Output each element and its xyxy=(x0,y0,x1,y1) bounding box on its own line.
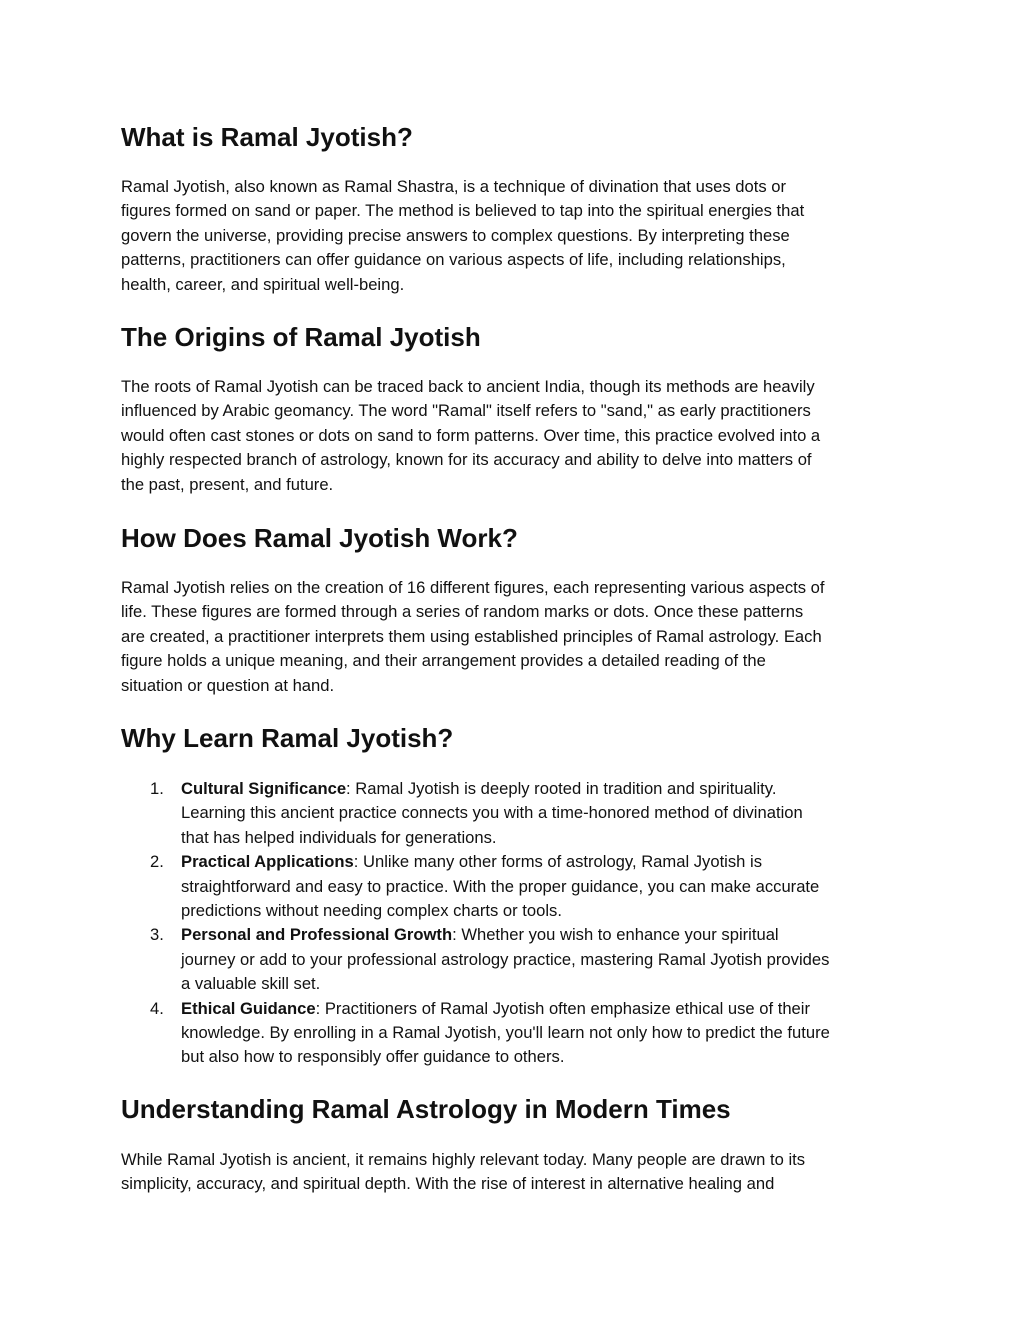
text-line: situation or question at hand. xyxy=(121,675,335,695)
text-line: patterns, practitioners can offer guidance on various aspects of life, including relationships, xyxy=(121,250,786,270)
text-line: are created, a practitioner interprets them using established principles of Ramal astrology. Each xyxy=(121,626,822,646)
section-paragraph xyxy=(121,576,906,698)
text-line: figures formed on sand or paper. The method is believed to tap into the spiritual energies that xyxy=(121,201,805,221)
text-line: Ramal Jyotish, also known as Ramal Shastra, is a technique of divination that uses dots or xyxy=(121,177,787,196)
text-line: Ramal Jyotish relies on the creation of 16 different figures, each representing various aspects of xyxy=(121,578,825,597)
section-heading: Why Learn Ramal Jyotish? xyxy=(121,723,454,753)
list-item-text: : Whether you wish to enhance your spiritual xyxy=(452,925,779,945)
text-line: simplicity, accuracy, and spiritual depth. With the rise of interest in alternative healing and xyxy=(121,1174,775,1194)
list-item-text: : Ramal Jyotish is deeply rooted in tradition and spirituality. xyxy=(346,779,777,798)
text-line: figure holds a unique meaning, and their arrangement provides a detailed reading of the xyxy=(121,651,766,671)
list-number: 4. xyxy=(150,998,164,1018)
text-line: predictions without needing complex charts or tools. xyxy=(181,901,562,921)
text-line: life. These figures are formed through a series of random marks or dots. Once these patterns xyxy=(121,602,804,622)
text-line: highly respected branch of astrology, known for its accuracy and ability to delve into matters of xyxy=(121,450,812,470)
list-item xyxy=(121,997,906,1070)
list-number: 2. xyxy=(150,852,164,872)
text-line: but also how to responsibly offer guidance to others. xyxy=(181,1047,565,1067)
text-line: govern the universe, providing precise answers to complex questions. By interpreting these xyxy=(121,225,790,245)
section-paragraph xyxy=(121,375,906,497)
text-line: Learning this ancient practice connects you with a time-honored method of divination xyxy=(181,803,803,823)
section-heading: Understanding Ramal Astrology in Modern Times xyxy=(121,1094,731,1124)
numbered-list xyxy=(121,777,906,1070)
list-item xyxy=(121,850,906,923)
text-line: the past, present, and future. xyxy=(121,474,334,494)
text-line: that has helped individuals for generations. xyxy=(181,827,497,847)
section-heading: The Origins of Ramal Jyotish xyxy=(121,322,481,352)
list-item-text: : Practitioners of Ramal Jyotish often emphasize ethical use of their xyxy=(315,998,811,1018)
text-line: straightforward and easy to practice. With the proper guidance, you can make accurate xyxy=(181,876,820,896)
text-line: a valuable skill set. xyxy=(181,974,321,994)
list-item-title: Cultural Significance xyxy=(181,779,347,798)
text-line: would often cast stones or dots on sand to form patterns. Over time, this practice evolved into a xyxy=(121,425,821,445)
text-line: The roots of Ramal Jyotish can be traced back to ancient India, though its methods are heavily xyxy=(121,377,815,396)
text-line: journey or add to your professional astrology practice, mastering Ramal Jyotish provides xyxy=(181,949,830,969)
list-item xyxy=(121,923,906,996)
section-heading: What is Ramal Jyotish? xyxy=(121,122,413,152)
list-item-text: : Unlike many other forms of astrology, Ramal Jyotish is xyxy=(353,852,762,872)
text-line: health, career, and spiritual well-being. xyxy=(121,274,405,294)
list-item-title: Practical Applications xyxy=(181,852,354,872)
list-item-title: Personal and Professional Growth xyxy=(181,925,453,945)
text-line: While Ramal Jyotish is ancient, it remains highly relevant today. Many people are drawn to its xyxy=(121,1150,806,1169)
list-number: 3. xyxy=(150,925,164,945)
text-line: knowledge. By enrolling in a Ramal Jyotish, you'll learn not only how to predict the future xyxy=(181,1023,830,1043)
section-paragraph xyxy=(121,175,906,297)
list-item-title: Ethical Guidance xyxy=(181,998,316,1018)
text-line: influenced by Arabic geomancy. The word "Ramal" itself refers to "sand," as early practitioners xyxy=(121,401,811,421)
section-paragraph xyxy=(121,1148,906,1197)
list-item xyxy=(121,777,906,850)
section-heading: How Does Ramal Jyotish Work? xyxy=(121,523,518,553)
list-number: 1. xyxy=(150,779,164,798)
